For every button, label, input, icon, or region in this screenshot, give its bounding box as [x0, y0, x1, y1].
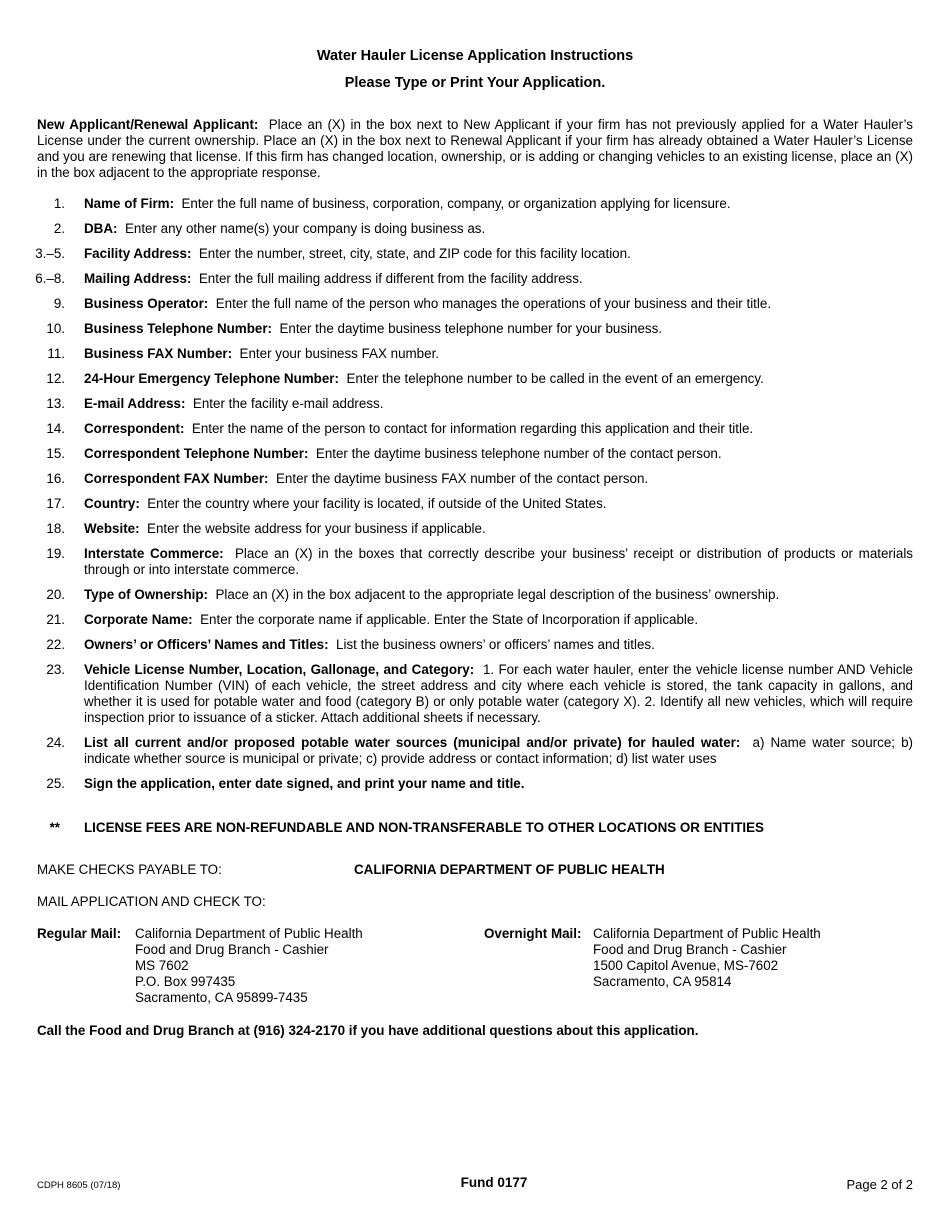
- item-label: Interstate Commerce:: [84, 546, 224, 561]
- item-number: 10.: [46, 321, 65, 336]
- address-line: California Department of Public Health: [593, 926, 821, 941]
- regular-mail-label: Regular Mail:: [37, 926, 122, 941]
- item-body: [84, 521, 913, 537]
- overnight-mail-block: [484, 926, 821, 989]
- item-number: 6.–8.: [35, 271, 65, 286]
- item-number: 16.: [46, 471, 65, 486]
- instruction-item: [0, 521, 950, 537]
- item-body: [84, 221, 913, 237]
- fees-notice: [0, 820, 950, 836]
- item-label: Correspondent FAX Number:: [84, 471, 269, 486]
- item-label: E-mail Address:: [84, 396, 186, 411]
- item-body: [84, 612, 913, 628]
- item-label: Correspondent:: [84, 421, 185, 436]
- item-number: 12.: [46, 371, 65, 386]
- instruction-item: [0, 421, 950, 437]
- item-text: Enter the daytime business FAX number of the contact person.: [275, 471, 649, 486]
- item-text: a) Name water source; b) indicate whether source is municipal or private; c) provide address or contact information; d) list water uses: [84, 735, 913, 766]
- item-body: [84, 735, 913, 767]
- item-number: 14.: [46, 421, 65, 436]
- item-text: Place an (X) in the box adjacent to the appropriate legal description of the business’ ownership.: [215, 587, 780, 602]
- form-id: CDPH 8605 (07/18): [37, 1180, 121, 1191]
- item-number: 15.: [46, 446, 65, 461]
- instruction-item: [0, 496, 950, 512]
- fees-marker: **: [49, 820, 60, 835]
- instruction-item: [0, 776, 950, 792]
- fund-number: Fund 0177: [460, 1175, 528, 1190]
- fees-text: LICENSE FEES ARE NON-REFUNDABLE AND NON-TRANSFERABLE TO OTHER LOCATIONS OR ENTITIES: [84, 820, 764, 835]
- item-body: [84, 271, 913, 287]
- item-number: 19.: [46, 546, 65, 561]
- item-text: Enter the full name of the person who manages the operations of your business and their title.: [215, 296, 772, 311]
- intro-text: Place an (X) in the box next to New Applicant if your firm has not previously applied for a Water Hauler’s License under the current ownership. Place an (X) in the box next to Renewal Applicant if your firm has already obtained a Water Hauler’s License and you are renewing that license. If this firm has changed location, ownership, or is adding or changing vehicles to an existing license, place an (X) in the box adjacent to the appropriate response.: [37, 117, 913, 180]
- item-number: 22.: [46, 637, 65, 652]
- item-body: [84, 421, 913, 437]
- item-label: Vehicle License Number, Location, Gallonage, and Category:: [84, 662, 475, 677]
- item-body: [84, 637, 913, 653]
- instruction-item: [0, 446, 950, 462]
- address-line: Sacramento, CA 95814: [593, 974, 732, 989]
- instruction-item: [0, 321, 950, 337]
- address-line: Sacramento, CA 95899-7435: [135, 990, 308, 1005]
- document-subtitle: Please Type or Print Your Application.: [344, 75, 606, 91]
- item-label: Business Telephone Number:: [84, 321, 272, 336]
- item-number: 25.: [46, 776, 65, 791]
- instruction-item: [0, 546, 950, 578]
- item-body: [84, 471, 913, 487]
- instruction-item: [0, 612, 950, 628]
- overnight-mail-label: Overnight Mail:: [484, 926, 582, 941]
- address-line: Food and Drug Branch - Cashier: [135, 942, 329, 957]
- item-number: 21.: [46, 612, 65, 627]
- item-label: Type of Ownership:: [84, 587, 208, 602]
- item-label: Owners’ or Officers’ Names and Titles:: [84, 637, 329, 652]
- instruction-list: [0, 196, 950, 801]
- item-text: Enter the telephone number to be called in the event of an emergency.: [346, 371, 764, 386]
- item-body: [84, 546, 913, 578]
- instruction-item: [0, 396, 950, 412]
- item-label: Country:: [84, 496, 140, 511]
- regular-mail-block: [37, 926, 363, 1005]
- item-label: DBA:: [84, 221, 118, 236]
- mail-to-label: MAIL APPLICATION AND CHECK TO:: [37, 894, 266, 909]
- item-body: [84, 321, 913, 337]
- page-number: Page 2 of 2: [846, 1177, 913, 1192]
- item-label: Name of Firm:: [84, 196, 175, 211]
- overnight-mail-address: [593, 926, 950, 990]
- instruction-item: [0, 735, 950, 767]
- item-body: [84, 396, 913, 412]
- item-label: 24-Hour Emergency Telephone Number:: [84, 371, 339, 386]
- item-number: 1.: [53, 196, 65, 211]
- item-text: Enter your business FAX number.: [239, 346, 440, 361]
- instruction-item: [0, 637, 950, 653]
- instruction-item: [0, 346, 950, 362]
- item-text: Enter the facility e-mail address.: [192, 396, 384, 411]
- item-label: Business FAX Number:: [84, 346, 233, 361]
- address-line: P.O. Box 997435: [135, 974, 236, 989]
- instruction-item: [0, 371, 950, 387]
- item-body: [84, 371, 913, 387]
- address-line: 1500 Capitol Avenue, MS-7602: [593, 958, 779, 973]
- item-number: 11.: [47, 346, 65, 361]
- instruction-item: [0, 587, 950, 603]
- item-body: [84, 446, 913, 462]
- item-text: 1. For each water hauler, enter the vehicle license number AND Vehicle Identification Number (VIN) of each vehicle, the street address and city where each vehicle is stored, the tank capacity in gallons, and whether it is used for potable water and food (category B) or only potable water (category X). 2. Identify all new vehicles, which will require inspection prior to issuance of a sticker. Attach additional sheets if necessary.: [84, 662, 913, 725]
- payable-value: CALIFORNIA DEPARTMENT OF PUBLIC HEALTH: [354, 862, 665, 877]
- item-number: 20.: [46, 587, 65, 602]
- address-line: MS 7602: [135, 958, 189, 973]
- item-number: 3.–5.: [35, 246, 65, 261]
- address-line: Food and Drug Branch - Cashier: [593, 942, 787, 957]
- document-title: Water Hauler License Application Instructions: [316, 48, 634, 64]
- item-number: 23.: [46, 662, 65, 677]
- item-number: 2.: [53, 221, 65, 236]
- item-number: 9.: [53, 296, 65, 311]
- item-label: Sign the application, enter date signed, and print your name and title.: [84, 776, 525, 791]
- item-text: List the business owners’ or officers’ names and titles.: [336, 637, 655, 652]
- item-label: Website:: [84, 521, 140, 536]
- instruction-item: [0, 271, 950, 287]
- intro-paragraph: [37, 117, 913, 181]
- instruction-item: [0, 471, 950, 487]
- item-text: Enter any other name(s) your company is doing business as.: [124, 221, 486, 236]
- instruction-item: [0, 296, 950, 312]
- item-number: 24.: [46, 735, 65, 750]
- item-number: 18.: [46, 521, 65, 536]
- item-body: [84, 246, 913, 262]
- address-line: California Department of Public Health: [135, 926, 363, 941]
- item-text: Enter the website address for your business if applicable.: [147, 521, 486, 536]
- item-body: [84, 346, 913, 362]
- item-body: [84, 296, 913, 312]
- item-text: Place an (X) in the boxes that correctly describe your business’ receipt or distribution of products or materials through or into interstate commerce.: [84, 546, 913, 577]
- item-body: [84, 496, 913, 512]
- item-body: [84, 587, 913, 603]
- item-number: 17.: [46, 496, 65, 511]
- item-label: Business Operator:: [84, 296, 209, 311]
- item-label: Corporate Name:: [84, 612, 193, 627]
- intro-label: New Applicant/Renewal Applicant:: [37, 117, 259, 132]
- item-text: Enter the full name of business, corporation, company, or organization applying for licensure.: [181, 196, 731, 211]
- contact-note: Call the Food and Drug Branch at (916) 324-2170 if you have additional questions about this application.: [37, 1023, 699, 1038]
- regular-mail-address: [135, 926, 455, 1006]
- item-body: [84, 776, 913, 792]
- item-text: Enter the daytime business telephone number for your business.: [279, 321, 663, 336]
- item-label: List all current and/or proposed potable water sources (municipal and/or private) for hauled water:: [84, 735, 741, 750]
- item-body: [84, 196, 913, 212]
- item-number: 13.: [46, 396, 65, 411]
- item-text: Enter the daytime business telephone number of the contact person.: [315, 446, 722, 461]
- item-text: Enter the full mailing address if different from the facility address.: [198, 271, 583, 286]
- item-label: Facility Address:: [84, 246, 192, 261]
- item-text: Enter the country where your facility is located, if outside of the United States.: [147, 496, 607, 511]
- payable-label: MAKE CHECKS PAYABLE TO:: [37, 862, 222, 877]
- instruction-item: [0, 246, 950, 262]
- item-text: Enter the number, street, city, state, and ZIP code for this facility location.: [198, 246, 631, 261]
- item-label: Correspondent Telephone Number:: [84, 446, 309, 461]
- instruction-item: [0, 662, 950, 726]
- instruction-item: [0, 196, 950, 212]
- instruction-item: [0, 221, 950, 237]
- item-body: [84, 662, 913, 726]
- item-label: Mailing Address:: [84, 271, 192, 286]
- item-text: Enter the corporate name if applicable. Enter the State of Incorporation if applicable.: [200, 612, 699, 627]
- item-text: Enter the name of the person to contact for information regarding this application and their title.: [191, 421, 754, 436]
